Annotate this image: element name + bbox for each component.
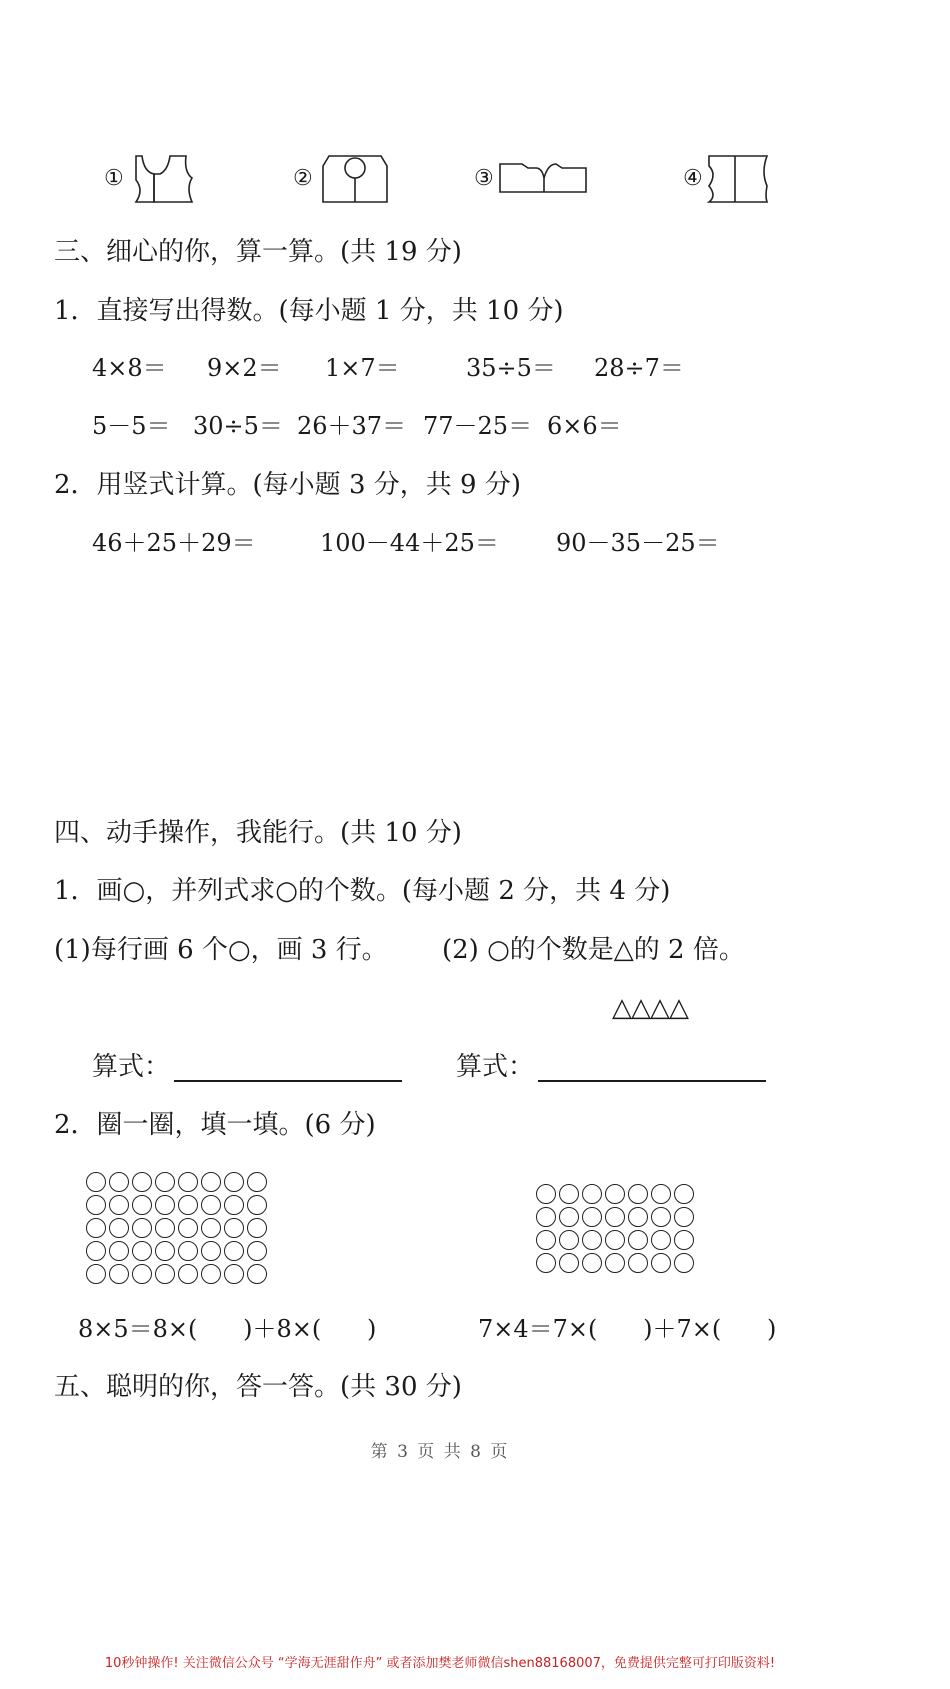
formula-label: 算式： xyxy=(92,1052,171,1082)
circle-grid-left[interactable] xyxy=(86,1172,267,1284)
shape-option-3 xyxy=(474,152,594,206)
circle-icon xyxy=(109,1195,129,1215)
circle-icon xyxy=(247,1264,267,1284)
calc-item: 4×8＝ xyxy=(92,354,167,382)
q1-part-1: (1)每行画 6 个○，画 3 行。 xyxy=(54,935,388,965)
vertical-calc-item: 46＋25＋29＝ xyxy=(92,529,256,557)
circle-icon xyxy=(109,1264,129,1284)
circle-icon xyxy=(559,1230,579,1250)
promo-banner: 10秒钟操作! 关注微信公众号 “学海无涯甜作舟” 或者添加樊老师微信shen88168007，免费提供完整可打印版资料! xyxy=(104,1656,776,1671)
circle-icon xyxy=(224,1241,244,1261)
circle-icon xyxy=(86,1172,106,1192)
shape-label-3: ③ xyxy=(474,166,494,191)
circle-icon xyxy=(651,1207,671,1227)
section-4-q2-title: 2．圈一圈，填一填。(6 分) xyxy=(54,1110,376,1140)
shape-label-4: ④ xyxy=(683,166,703,191)
q1-part-2: (2) ○的个数是△的 2 倍。 xyxy=(442,935,745,965)
section-4-title: 四、动手操作，我能行。(共 10 分) xyxy=(54,818,462,848)
circle-icon xyxy=(178,1241,198,1261)
circle-icon xyxy=(155,1195,175,1215)
circle-icon xyxy=(674,1207,694,1227)
circle-icon xyxy=(674,1230,694,1250)
calc-item: 1×7＝ xyxy=(325,354,400,382)
circle-icon xyxy=(132,1218,152,1238)
triangles: △△△△ xyxy=(612,993,688,1023)
circle-icon xyxy=(605,1230,625,1250)
circle-icon xyxy=(178,1264,198,1284)
wave-shape-icon xyxy=(498,152,592,206)
section-5-title: 五、聪明的你，答一答。(共 30 分) xyxy=(54,1372,462,1402)
circle-icon xyxy=(109,1241,129,1261)
circle-icon xyxy=(605,1253,625,1273)
section-3-title: 三、细心的你，算一算。(共 19 分) xyxy=(54,237,462,267)
vertical-calc-item: 90－35－25＝ xyxy=(556,529,720,557)
circle-icon xyxy=(536,1207,556,1227)
circle-icon xyxy=(536,1184,556,1204)
keyhole-shape-icon xyxy=(319,152,391,206)
circle-icon xyxy=(201,1218,221,1238)
section-3-q2-title: 2．用竖式计算。(每小题 3 分，共 9 分) xyxy=(54,470,521,500)
calc-item: 5－5＝ xyxy=(92,412,171,440)
circle-icon xyxy=(86,1264,106,1284)
circle-icon xyxy=(178,1195,198,1215)
circle-icon xyxy=(132,1195,152,1215)
circle-icon xyxy=(201,1172,221,1192)
circle-icon xyxy=(674,1184,694,1204)
calc-item: 77－25＝ xyxy=(423,412,533,440)
circle-icon xyxy=(582,1230,602,1250)
equation-right: 7×4＝7×( )＋7×( ) xyxy=(478,1315,777,1343)
circle-icon xyxy=(224,1195,244,1215)
section-3-q1-title: 1．直接写出得数。(每小题 1 分，共 10 分) xyxy=(54,296,564,326)
shape-option-1 xyxy=(104,152,204,206)
circle-icon xyxy=(582,1207,602,1227)
circle-icon xyxy=(201,1241,221,1261)
circle-icon xyxy=(559,1207,579,1227)
circle-icon xyxy=(536,1230,556,1250)
circle-icon xyxy=(651,1184,671,1204)
circle-icon xyxy=(247,1218,267,1238)
calc-item: 30÷5＝ xyxy=(193,412,283,440)
section-4-q1-title: 1．画○，并列式求○的个数。(每小题 2 分，共 4 分) xyxy=(54,876,671,906)
vertical-calc-item: 100－44＋25＝ xyxy=(320,529,499,557)
circle-icon xyxy=(247,1195,267,1215)
circle-icon xyxy=(247,1172,267,1192)
circle-grid-right[interactable] xyxy=(536,1184,694,1273)
circle-icon xyxy=(559,1253,579,1273)
circle-icon xyxy=(109,1172,129,1192)
circle-icon xyxy=(178,1172,198,1192)
circle-icon xyxy=(559,1184,579,1204)
answer-blank[interactable] xyxy=(174,1054,402,1082)
page-footer: 第 3 页 共 8 页 xyxy=(370,1442,510,1462)
circle-icon xyxy=(86,1195,106,1215)
bracket-shape-icon xyxy=(705,152,777,206)
circle-icon xyxy=(132,1241,152,1261)
circle-icon xyxy=(628,1230,648,1250)
circle-icon xyxy=(86,1218,106,1238)
circle-icon xyxy=(651,1230,671,1250)
circle-icon xyxy=(247,1241,267,1261)
circle-icon xyxy=(201,1195,221,1215)
calc-item: 26＋37＝ xyxy=(297,412,407,440)
answer-blank[interactable] xyxy=(538,1054,766,1082)
circle-icon xyxy=(605,1207,625,1227)
circle-icon xyxy=(674,1253,694,1273)
calc-item: 9×2＝ xyxy=(207,354,282,382)
circle-icon xyxy=(224,1264,244,1284)
circle-icon xyxy=(178,1218,198,1238)
calc-item: 6×6＝ xyxy=(547,412,622,440)
formula-label: 算式： xyxy=(456,1052,535,1082)
circle-icon xyxy=(155,1218,175,1238)
circle-icon xyxy=(201,1264,221,1284)
shape-option-4 xyxy=(683,152,783,206)
circle-icon xyxy=(155,1172,175,1192)
circle-icon xyxy=(155,1264,175,1284)
formula-line-1 xyxy=(92,1052,402,1082)
circle-icon xyxy=(155,1241,175,1261)
shape-option-2 xyxy=(293,152,393,206)
formula-line-2 xyxy=(456,1052,766,1082)
equation-left: 8×5＝8×( )＋8×( ) xyxy=(78,1315,377,1343)
circle-icon xyxy=(605,1184,625,1204)
circle-icon xyxy=(582,1184,602,1204)
circle-icon xyxy=(651,1253,671,1273)
circle-icon xyxy=(86,1241,106,1261)
circle-icon xyxy=(132,1172,152,1192)
shape-label-2: ② xyxy=(293,166,313,191)
circle-icon xyxy=(132,1264,152,1284)
circle-icon xyxy=(224,1172,244,1192)
circle-icon xyxy=(582,1253,602,1273)
circle-icon xyxy=(628,1253,648,1273)
calc-item: 35÷5＝ xyxy=(466,354,556,382)
circle-icon xyxy=(628,1184,648,1204)
notched-shape-icon xyxy=(130,152,202,206)
circle-icon xyxy=(628,1207,648,1227)
shape-label-1: ① xyxy=(104,166,124,191)
circle-icon xyxy=(224,1218,244,1238)
circle-icon xyxy=(109,1218,129,1238)
calc-item: 28÷7＝ xyxy=(594,354,684,382)
circle-icon xyxy=(536,1253,556,1273)
